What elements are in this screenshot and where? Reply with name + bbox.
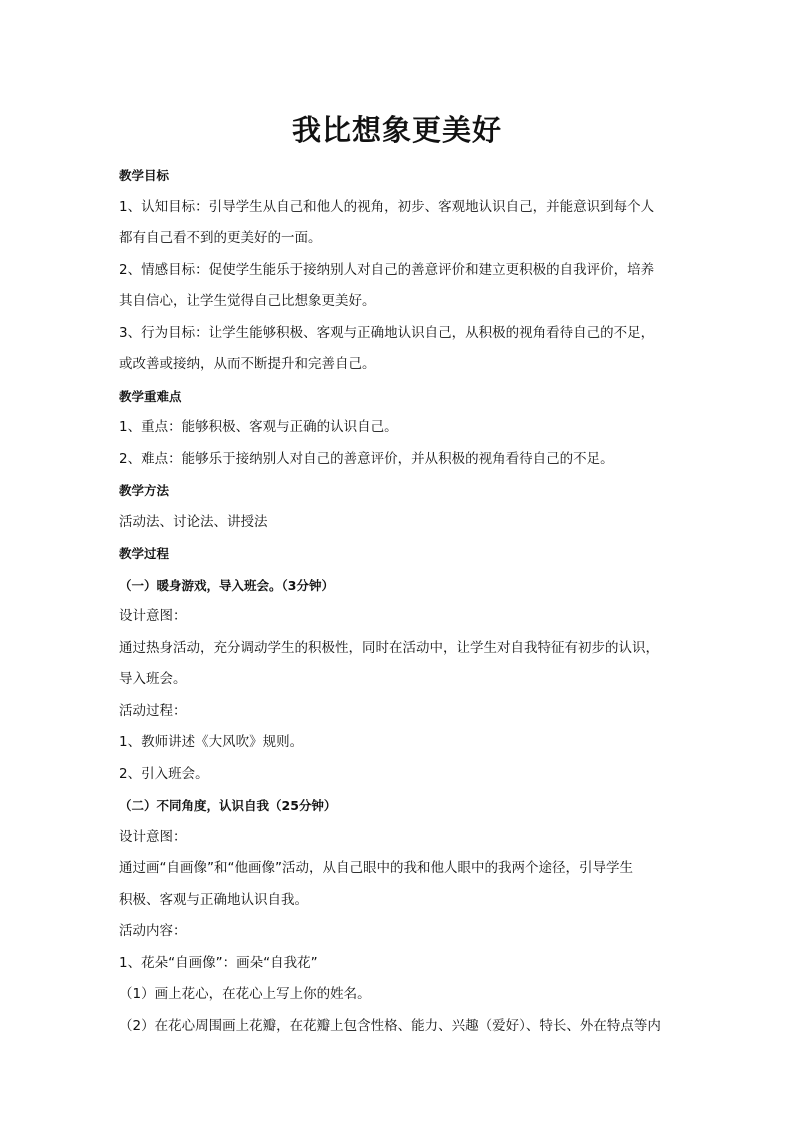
body-text-line: 通过热身活动，充分调动学生的积极性，同时在活动中，让学生对自我特征有初步的认识， (119, 639, 659, 656)
body-text-line: 通过画“自画像”和“他画像”活动，从自己眼中的我和他人眼中的我两个途径，引导学生 (119, 860, 633, 876)
section-heading: （一）暖身游戏，导入班会。（3分钟） (119, 577, 334, 593)
section-heading: 教学目标 (119, 168, 170, 183)
body-text-line: 导入班会。 (119, 671, 187, 687)
body-text-line: 2、难点：能够乐于接纳别人对自己的善意评价，并从积极的视角看待自己的不足。 (119, 450, 614, 467)
body-text-line: 活动法、讨论法、讲授法 (119, 513, 268, 530)
section-heading: 教学过程 (119, 546, 170, 561)
body-text-line: 活动内容： (119, 923, 187, 939)
section-heading: （二）不同角度，认识自我（25分钟） (119, 798, 337, 813)
document-title: 我比想象更美好 (291, 113, 502, 147)
body-text-line: 积极、客观与正确地认识自我。 (119, 891, 308, 908)
body-text-line: 设计意图： (119, 608, 187, 624)
body-text-line: 1、教师讲述《大风吹》规则。 (119, 734, 304, 750)
body-text-line: 1、认知目标：引导学生从自己和他人的视角，初步、客观地认识自己，并能意识到每个人 (119, 198, 655, 215)
section-heading: 教学方法 (119, 483, 170, 498)
body-text-line: 或改善或接纳，从而不断提升和完善自己。 (119, 356, 376, 372)
body-text-line: 活动过程： (119, 702, 187, 719)
body-text-line: 其自信心，让学生觉得自己比想象更美好。 (119, 293, 376, 309)
body-text-line: 2、引入班会。 (119, 765, 209, 782)
body-text-line: 3、行为目标：让学生能够积极、客观与正确地认识自己，从积极的视角看待自己的不足， (119, 324, 655, 341)
body-text-line: 设计意图： (119, 828, 187, 845)
body-text-line: 2、情感目标：促使学生能乐于接纳别人对自己的善意评价和建立更积极的自我评价，培养 (119, 261, 655, 278)
body-text-line: 1、花朵“自画像”：画朵“自我花” (119, 954, 318, 971)
body-text-line: （1）画上花心，在花心上写上你的姓名。 (119, 986, 371, 1002)
section-heading: 教学重难点 (119, 388, 182, 404)
body-text-line: 1、重点：能够积极、客观与正确的认识自己。 (119, 419, 398, 435)
body-text-line: （2）在花心周围画上花瓣，在花瓣上包含性格、能力、兴趣（爱好）、特长、外在特点等内 (119, 1017, 661, 1034)
document-body (119, 160, 689, 1042)
body-text-line: 都有自己看不到的更美好的一面。 (119, 230, 322, 246)
